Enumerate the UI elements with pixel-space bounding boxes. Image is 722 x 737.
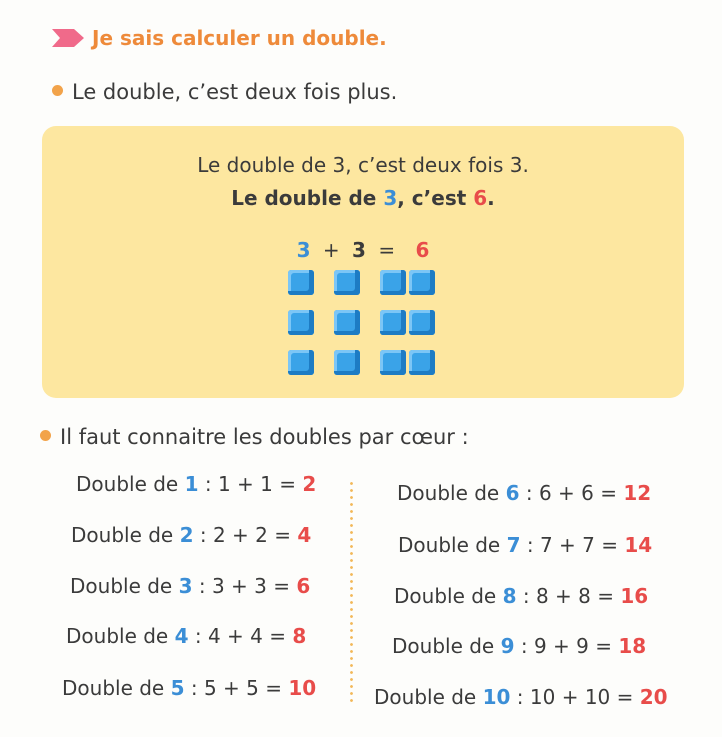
- row-expression: : 5 + 5 =: [184, 676, 289, 700]
- row-expression: : 9 + 9 =: [514, 634, 619, 658]
- row-expression: : 3 + 3 =: [192, 574, 297, 598]
- dotted-divider: [350, 480, 353, 702]
- double-row: [374, 685, 668, 709]
- box-line2-end: .: [487, 186, 495, 210]
- cube: [409, 310, 435, 335]
- row-label: Double de: [70, 574, 179, 598]
- row-label: Double de: [392, 634, 501, 658]
- box-line-1: Le double de 3, c’est deux fois 3.: [197, 153, 529, 177]
- row-label: Double de: [62, 676, 171, 700]
- row-result: 12: [623, 481, 652, 505]
- cube: [380, 310, 406, 335]
- row-result: 4: [297, 523, 312, 547]
- double-row: [70, 574, 310, 598]
- row-expression: : 6 + 6 =: [519, 481, 624, 505]
- row-result: 20: [639, 685, 668, 709]
- bullet-text-2: Il faut connaitre les doubles par cœur :: [60, 425, 469, 449]
- row-label: Double de: [398, 533, 507, 557]
- cube: [380, 350, 406, 375]
- row-number: 7: [506, 533, 521, 557]
- row-label: Double de: [394, 584, 503, 608]
- row-result: 14: [624, 533, 653, 557]
- eq-a: 3: [296, 238, 311, 262]
- eq-b: 3: [352, 238, 366, 262]
- double-row: [66, 624, 306, 648]
- cube: [334, 350, 360, 375]
- row-number: 9: [500, 634, 515, 658]
- row-result: 10: [288, 676, 317, 700]
- row-label: Double de: [71, 523, 180, 547]
- cube: [380, 270, 406, 295]
- row-expression: : 8 + 8 =: [516, 584, 621, 608]
- row-label: Double de: [374, 685, 483, 709]
- row-expression: : 2 + 2 =: [193, 523, 298, 547]
- cube: [288, 310, 314, 335]
- row-number: 3: [178, 574, 193, 598]
- row-result: 18: [618, 634, 647, 658]
- cube: [409, 270, 435, 295]
- section-title: [52, 26, 387, 50]
- double-row: [397, 481, 651, 505]
- row-label: Double de: [66, 624, 175, 648]
- arrow-icon: [52, 29, 84, 47]
- row-expression: : 4 + 4 =: [188, 624, 293, 648]
- row-number: 8: [502, 584, 517, 608]
- cube-illustration: [286, 268, 446, 388]
- eq-result: 6: [415, 238, 430, 262]
- row-number: 6: [505, 481, 520, 505]
- bullet-line-1: [52, 80, 397, 104]
- double-row: [398, 533, 652, 557]
- bullet-dot-icon: [52, 85, 63, 96]
- cube: [334, 310, 360, 335]
- box-line-2: [42, 186, 684, 210]
- cube: [409, 350, 435, 375]
- row-result: 6: [296, 574, 311, 598]
- double-row: [392, 634, 646, 658]
- box-line2-number: 3: [383, 186, 398, 210]
- row-result: 8: [292, 624, 307, 648]
- row-expression: : 10 + 10 =: [510, 685, 640, 709]
- row-expression: : 7 + 7 =: [520, 533, 625, 557]
- double-row: [394, 584, 648, 608]
- row-number: 4: [174, 624, 189, 648]
- row-label: Double de: [397, 481, 506, 505]
- double-row: [71, 523, 311, 547]
- double-row: [76, 472, 316, 496]
- row-number: 5: [170, 676, 185, 700]
- cube: [288, 270, 314, 295]
- row-number: 2: [179, 523, 194, 547]
- box-line2-mid: , c’est: [397, 186, 474, 210]
- bullet-text-1: Le double, c’est deux fois plus.: [72, 80, 398, 104]
- row-result: 16: [620, 584, 649, 608]
- bullet-line-2: [40, 425, 469, 449]
- row-expression: : 1 + 1 =: [198, 472, 303, 496]
- row-result: 2: [302, 472, 317, 496]
- eq-equals: =: [378, 238, 396, 262]
- double-row: [62, 676, 316, 700]
- row-number: 1: [184, 472, 199, 496]
- row-label: Double de: [76, 472, 185, 496]
- cube: [334, 270, 360, 295]
- bullet-dot-icon: [40, 430, 51, 441]
- box-line2-prefix: Le double de: [231, 186, 384, 210]
- eq-plus: +: [322, 238, 340, 262]
- box-equation: [42, 238, 684, 262]
- example-box: [42, 126, 684, 398]
- row-number: 10: [482, 685, 511, 709]
- title-text: Je sais calculer un double.: [92, 26, 387, 50]
- box-line2-result: 6: [473, 186, 488, 210]
- cube: [288, 350, 314, 375]
